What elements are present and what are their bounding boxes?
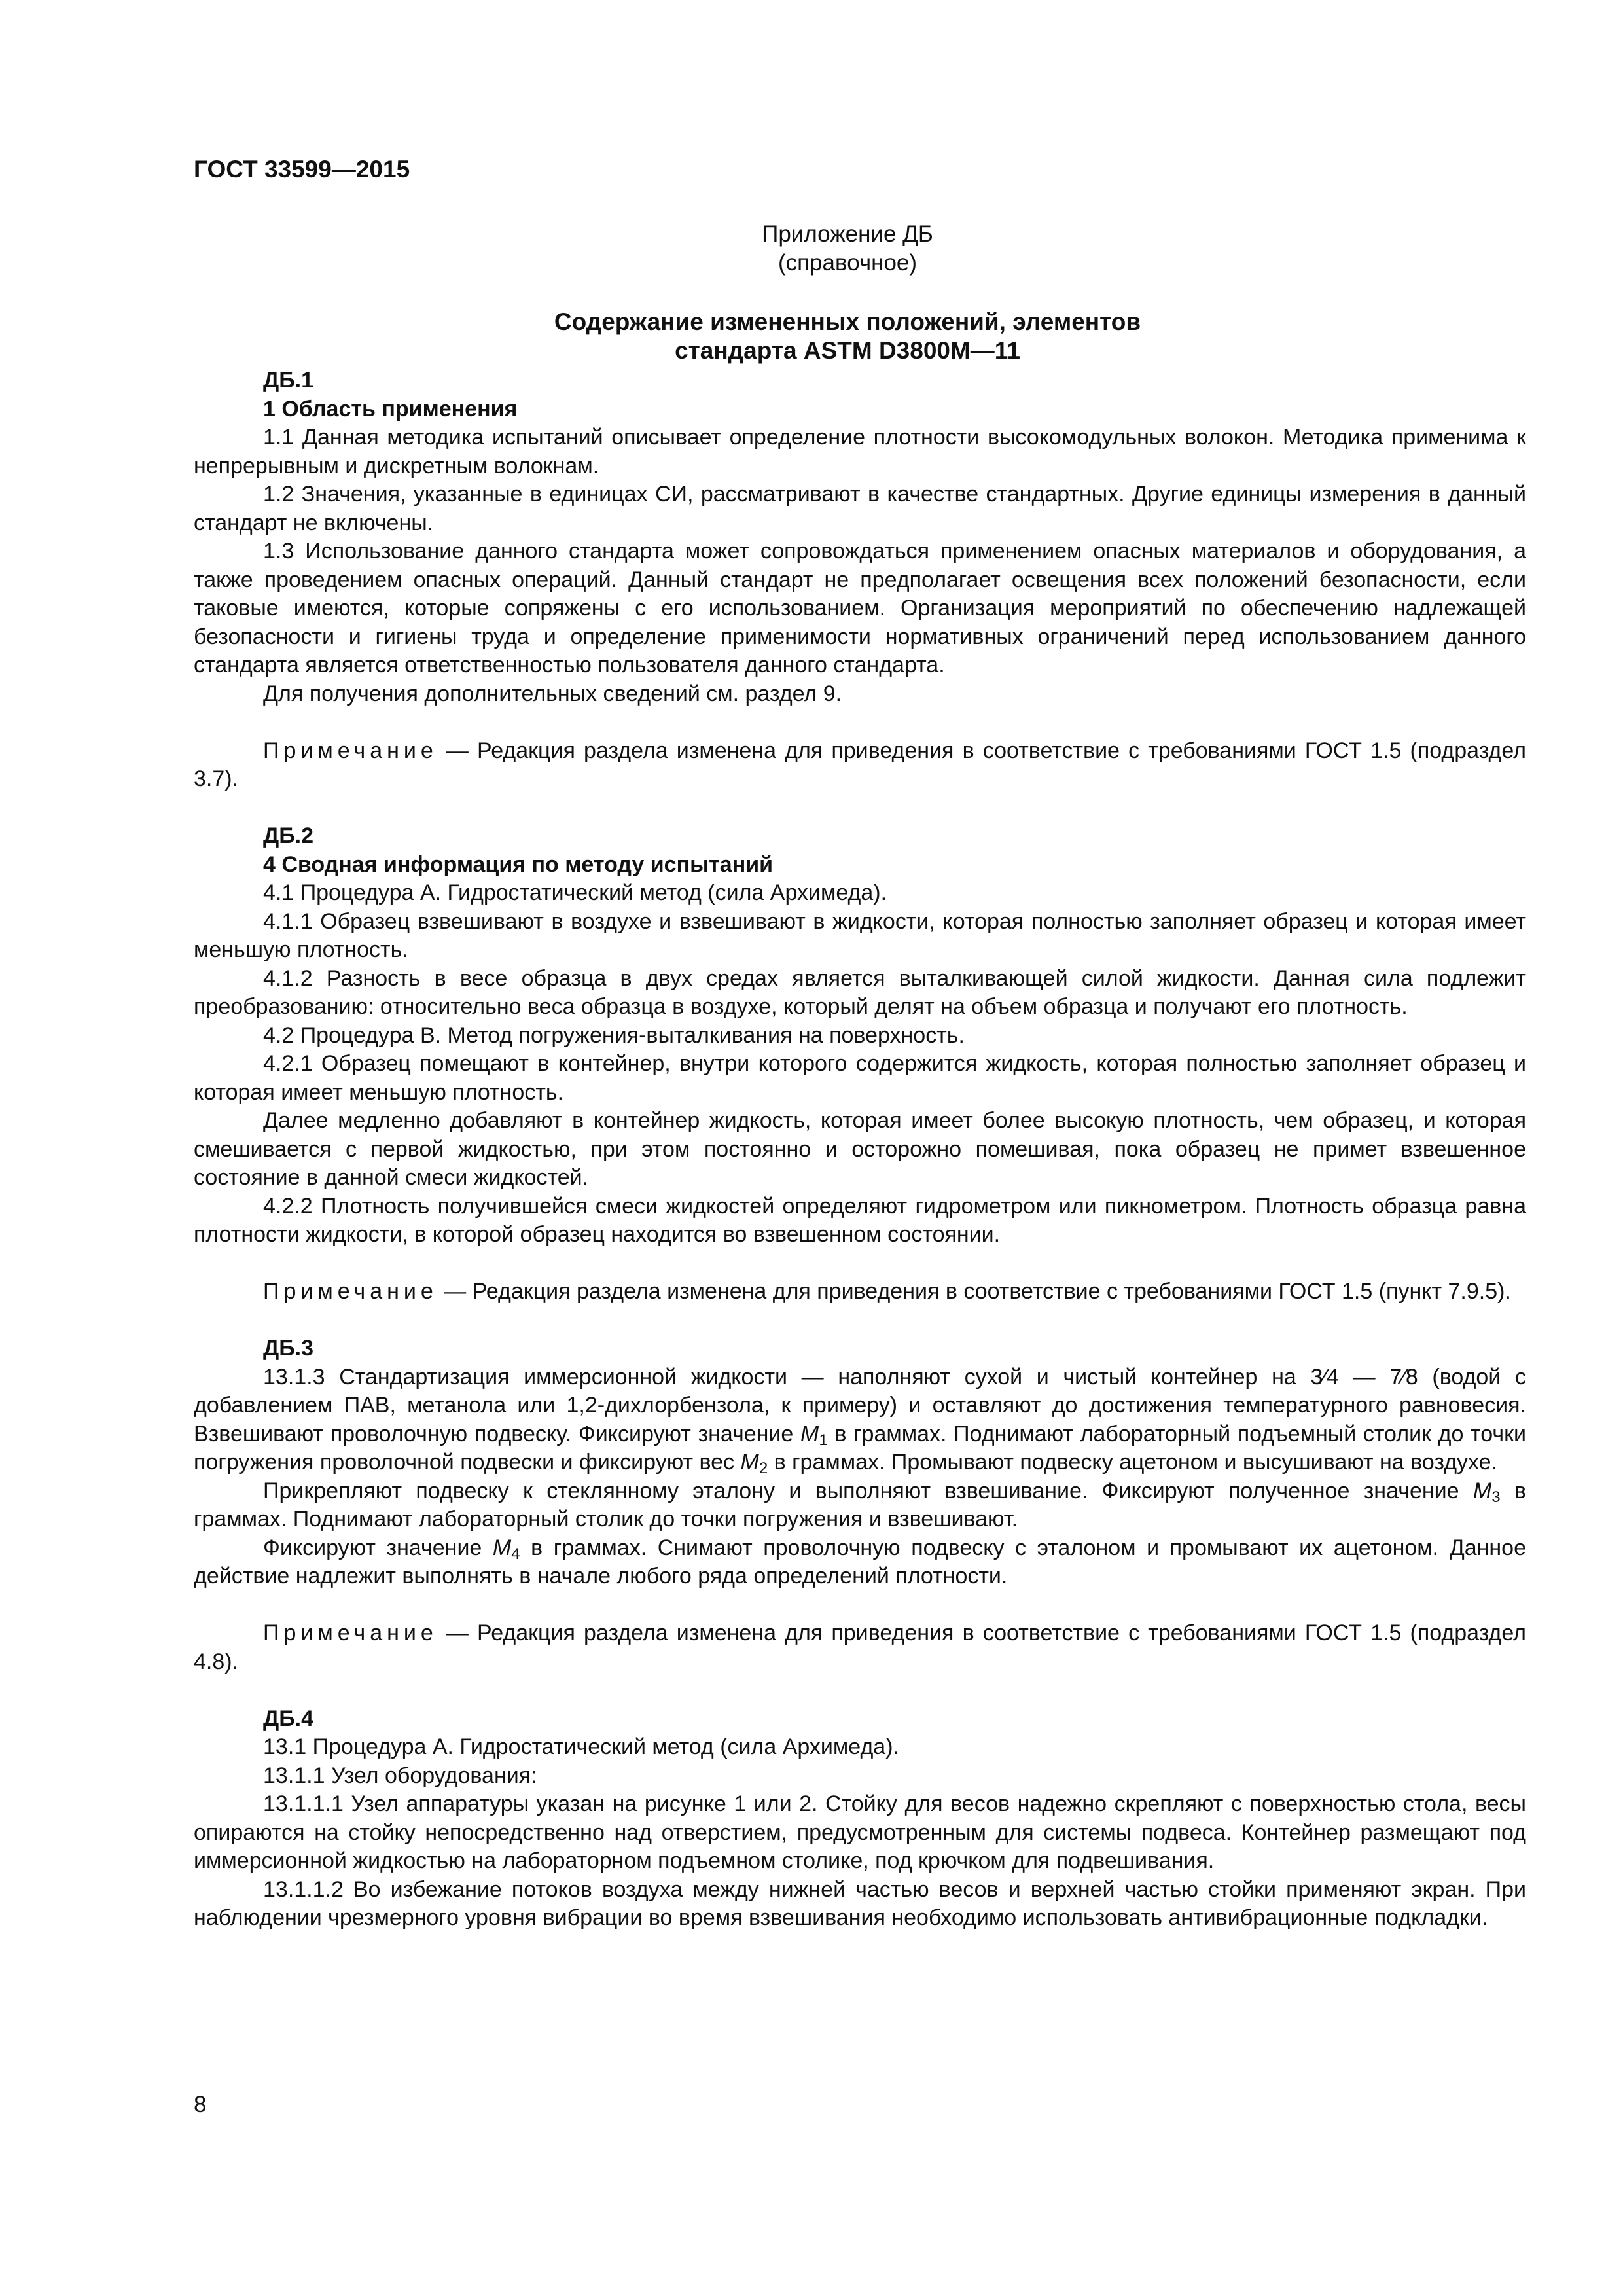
appendix-label: Приложение ДБ [762, 221, 933, 247]
paragraph: 1.2 Значения, указанные в единицах СИ, рассматривают в качестве стандартных. Другие единицы измерения в данный стандарт не включены. [194, 482, 1526, 535]
note-label: Примечание [263, 1621, 438, 1645]
paragraph: 4.2.1 Образец помещают в контейнер, внутри которого содержится жидкость, которая полностью заполняет образец и которая имеет меньшую плотность. [194, 1051, 1526, 1105]
note-text: — Редакция раздела изменена для приведения в соответствие с требованиями ГОСТ 1.5 (пункт 7.9.5). [437, 1279, 1511, 1304]
paragraph: 4.2.2 Плотность получившейся смеси жидкостей определяют гидрометром или пикнометром. Плотность образца равна плотности жидкости, в которой образец находится во взвешенном состоянии. [194, 1193, 1526, 1247]
note-text: — Редакция раздела изменена для приведения в соответствие с требованиями ГОСТ 1.5 (подраздел 3.7). [194, 738, 1526, 791]
section-heading-db2: 4 Сводная информация по методу испытаний [263, 852, 774, 877]
paragraph: Фиксируют значение $M_4$ в граммах. Снимают проволочную подвеску с эталоном и промывают их ацетоном. Данное действие надлежит выполнять в начале любого ряда определений плотности. [194, 1535, 1527, 1588]
paragraph: 1.3 Использование данного стандарта может сопровождаться применением опасных материалов и оборудования, а также проведением опасных операций. Данный стандарт не предполагает освещения всех положений безопасности, если таковые имеются, которые сопряжены с его использованием. Организация мероприятий по обеспечению надлежащей безопасности и гигиены труда и определение применимости нормативных ограничений перед использованием данного стандарта является ответственностью пользователя данного стандарта. [194, 539, 1526, 677]
note-label: Примечание [263, 738, 438, 763]
note-label: Примечание [263, 1279, 438, 1304]
paragraph: 13.1 Процедура А. Гидростатический метод (сила Архимеда). [263, 1734, 899, 1759]
paragraph: 13.1.1.1 Узел аппаратуры указан на рисунке 1 или 2. Стойку для весов надежно скрепляют с поверхностью стола, весы опираются на стойку непосредственно над отверстием, предусмотренным для системы подвеса. Контейнер размещают под иммерсионной жидкостью на лабораторном подъемном столике, под крючком для подвешивания. [194, 1791, 1526, 1873]
section-heading-db1: 1 Область применения [263, 396, 518, 422]
appendix-title [196, 308, 1499, 365]
paragraph: 13.1.1.2 Во избежание потоков воздуха между нижней частью весов и верхней частью стойки применяют экран. При наблюдении чрезмерного уровня вибрации во время взвешивания необходимо использовать антивибрационные подкладки. [194, 1876, 1526, 1930]
document-body [194, 367, 1526, 1933]
paragraph: Для получения дополнительных сведений см. раздел 9. [263, 681, 842, 706]
appendix-title-line-1: Содержание измененных положений, элементов [554, 308, 1141, 335]
page-number: 8 [194, 2092, 207, 2117]
paragraph: 1.1 Данная методика испытаний описывает определение плотности высокомодульных волокон. Методика применима к непрерывным и дискретным волокнам. [194, 425, 1526, 478]
paragraph: 4.1.2 Разность в весе образца в двух средах является выталкивающей силой жидкости. Данная сила подлежит преобразованию: относительно веса образца в воздухе, который делят на объем образца и получают его плотность. [194, 965, 1526, 1019]
section-id-db1: ДБ.1 [263, 368, 314, 393]
section-id-db4: ДБ.4 [263, 1706, 314, 1731]
paragraph: Далее медленно добавляют в контейнер жидкость, которая имеет более высокую плотность, чем образец, и которая смешивается с первой жидкостью, при этом постоянно и осторожно помешивая, пока образец не примет взвешенное состояние в данной смеси жидкостей. [194, 1108, 1526, 1190]
note [194, 1619, 1526, 1676]
note [194, 1278, 1526, 1306]
note-text: — Редакция раздела изменена для приведения в соответствие с требованиями ГОСТ 1.5 (подраздел 4.8). [194, 1621, 1526, 1674]
paragraph: 4.1 Процедура А. Гидростатический метод (сила Архимеда). [263, 880, 887, 905]
paragraph: 13.1.3 Стандартизация иммерсионной жидкости — наполняют сухой и чистый контейнер на 3⁄4 — 7⁄8 (водой с добавлением ПАВ, метанола или 1,2-дихлорбензола, к примеру) и оставляют до достижения температурного равновесия. Взвешивают проволочную подвеску. Фиксируют значение $M_1$ в граммах. Поднимают лабораторный подъемный столик до точки погружения проволочной подвески и фиксируют вес $M_2$ в граммах. Промывают подвеску ацетоном и высушивают на воздухе. [194, 1364, 1526, 1477]
standard-designation: ГОСТ 33599—2015 [194, 156, 410, 183]
section-id-db3: ДБ.3 [263, 1336, 314, 1361]
paragraph: 4.1.1 Образец взвешивают в воздухе и взвешивают в жидкости, которая полностью заполняет образец и которая имеет меньшую плотность. [194, 908, 1526, 962]
paragraph: Прикрепляют подвеску к стеклянному эталону и выполняют взвешивание. Фиксируют полученное значение $M_3$ в граммах. Поднимают лабораторный столик до точки погружения и взвешивают. [194, 1478, 1526, 1532]
paragraph: 13.1.1 Узел оборудования: [263, 1763, 537, 1788]
appendix-title-line-2: стандарта ASTM D3800M—11 [675, 337, 1020, 364]
paragraph: 4.2 Процедура В. Метод погружения-выталкивания на поверхность. [263, 1022, 965, 1048]
note [194, 737, 1526, 794]
section-id-db2: ДБ.2 [263, 823, 314, 848]
appendix-type: (справочное) [777, 250, 918, 276]
